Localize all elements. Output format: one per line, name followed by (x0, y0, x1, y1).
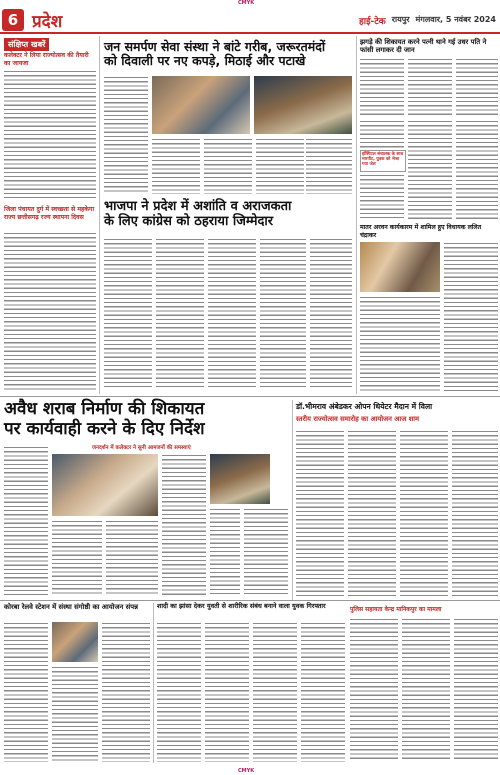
mid-story-col1 (104, 238, 152, 390)
lower-kicker: जनदर्शन में कलेक्टर ने सुनी आमजनों की समस्याएं (92, 445, 191, 451)
column-divider-right (356, 36, 357, 394)
top-story-photo1 (152, 76, 250, 134)
bottom-left-col3 (102, 622, 150, 762)
bottom-left-col1 (4, 622, 48, 762)
right-story2-body (360, 174, 404, 220)
brief2-body (4, 232, 96, 390)
masthead (0, 8, 500, 34)
mid-story-col3 (208, 238, 256, 390)
mid-story-col5 (310, 238, 352, 390)
bottom-mid-col2 (205, 622, 249, 762)
bottom-mid-col1 (157, 622, 201, 762)
right-story1-headline: झगड़े की शिकायत करने पत्नी थाने गई उधर पति ने फांसी लगाकर दी जान (360, 38, 487, 54)
right-story1-col2 (408, 58, 452, 116)
top-headline-line1: जन समर्पण सेवा संस्था ने बांटे गरीब, जरूरतमंदों (104, 39, 326, 54)
mid-story-col4 (260, 238, 306, 390)
section-title: प्रदेश (32, 11, 63, 32)
bottom-mid-col4 (301, 622, 345, 762)
mid-headline-line2: के लिए कांग्रेस को ठहराया जिम्मेदार (104, 213, 274, 229)
mid-headline (104, 200, 354, 230)
right-story1-col1 (360, 58, 404, 116)
brief2-title: जिला पंचायत दुर्ग में स्वच्छता से महकेगा राज्य छत्तीसगढ़ रज्य स्थापना दिवस (4, 206, 95, 221)
top-story-col2 (152, 138, 200, 194)
bottom-left-photo (52, 622, 98, 662)
mid-headline-line1: भाजपा ने प्रदेश में अशांति व अराजकता (104, 199, 292, 214)
top-story-col5 (306, 138, 352, 194)
right-story3-headline: मातर अरवन कार्यकारम में शामिल हुए विधायक ललित चंद्राकर (360, 224, 482, 239)
right-story3-col2 (360, 296, 440, 392)
bottom-mid-headline: शादी का झांसा देकर युवती से शारीरिक संबंध बनाने वाला युवक गिरफ्तार (157, 602, 326, 610)
lower-right-col4 (452, 430, 498, 596)
brief-kicker: संक्षिप्त खबरें (4, 38, 49, 51)
right-story1-col3b (456, 120, 498, 220)
top-story-col4 (256, 138, 304, 194)
brief1-body (4, 70, 96, 200)
top-story-photo2 (254, 76, 352, 134)
mid-story-col2 (156, 238, 204, 390)
right-story2-title: हॉस्पिटल संचालक के साथ मारपीट, युवक को भेजा गया जेल (362, 152, 404, 168)
lower-story-col4 (162, 454, 206, 596)
top-headline (104, 40, 354, 69)
lower-story-col6 (244, 508, 288, 596)
horizontal-divider-2 (0, 600, 500, 601)
lower-right-subhead: स्तरीय राज्योत्सव समारोह का आयोजन आज शाम (296, 415, 420, 423)
column-divider (99, 36, 100, 394)
bottom-left-headline: कोरबा रेलवे स्टेशन में संस्था संगोष्ठी का आयोजन संपन्न (4, 603, 138, 611)
right-story3-photo (360, 242, 440, 292)
right-story1-col3 (456, 58, 498, 116)
bottom-left-col2 (52, 666, 98, 762)
lower-right-headline: डॉ.भीमराव अंबेडकर ओपन थियेटर मैदान में विला (296, 402, 433, 411)
right-story1-col2b (408, 120, 452, 220)
lower-story-photo1 (52, 454, 158, 516)
lower-story-col3 (106, 520, 158, 596)
cmyk-mark-top: CMYK (238, 0, 255, 6)
column-divider-lower (292, 400, 293, 600)
top-story-col3 (204, 138, 252, 194)
lower-story-photo2 (210, 454, 270, 504)
lower-right-col2 (348, 430, 396, 596)
issue-date: मंगलवार, 5 नवंबर 2024 (415, 14, 496, 24)
bottom-right-col3 (454, 618, 498, 762)
lower-story-col5 (210, 508, 240, 596)
lower-headline-line1: अवैध शराब निर्माण की शिकायत (4, 399, 205, 419)
lower-right-col1 (296, 430, 344, 596)
bottom-right-col2 (402, 618, 450, 762)
paper-name: हाई-टेक (359, 16, 386, 27)
right-story1-col1b (360, 120, 404, 148)
paper-city: रायपुर (391, 14, 410, 24)
top-story-col1 (104, 76, 148, 194)
right-story2-box (360, 150, 406, 172)
lower-story-col2 (52, 520, 102, 596)
bottom-right-subhead: पुलिस सहायता केन्द्र मानिकपुर का मामला (350, 606, 442, 613)
top-headline-line2: को दिवाली पर नए कपड़े, मिठाई और पटाखे (104, 53, 306, 69)
lower-headline-line2: पर कार्यवाही करने के दिए निर्देश (4, 418, 205, 439)
paper-info (359, 14, 496, 27)
horizontal-divider (0, 396, 500, 397)
right-story3-col1 (444, 242, 498, 392)
bottom-right-col1 (350, 618, 398, 762)
page-number: 6 (2, 9, 24, 31)
bottom-mid-col3 (253, 622, 297, 762)
lower-story-col1 (4, 446, 48, 596)
brief1-title: कलेक्टर ने लिया राज्योत्सव की तैयारी का जायजा (4, 52, 89, 67)
cmyk-mark-bottom: CMYK (238, 768, 255, 774)
column-divider-bottom (153, 603, 154, 763)
lower-right-col3 (400, 430, 448, 596)
lower-headline (4, 400, 284, 439)
